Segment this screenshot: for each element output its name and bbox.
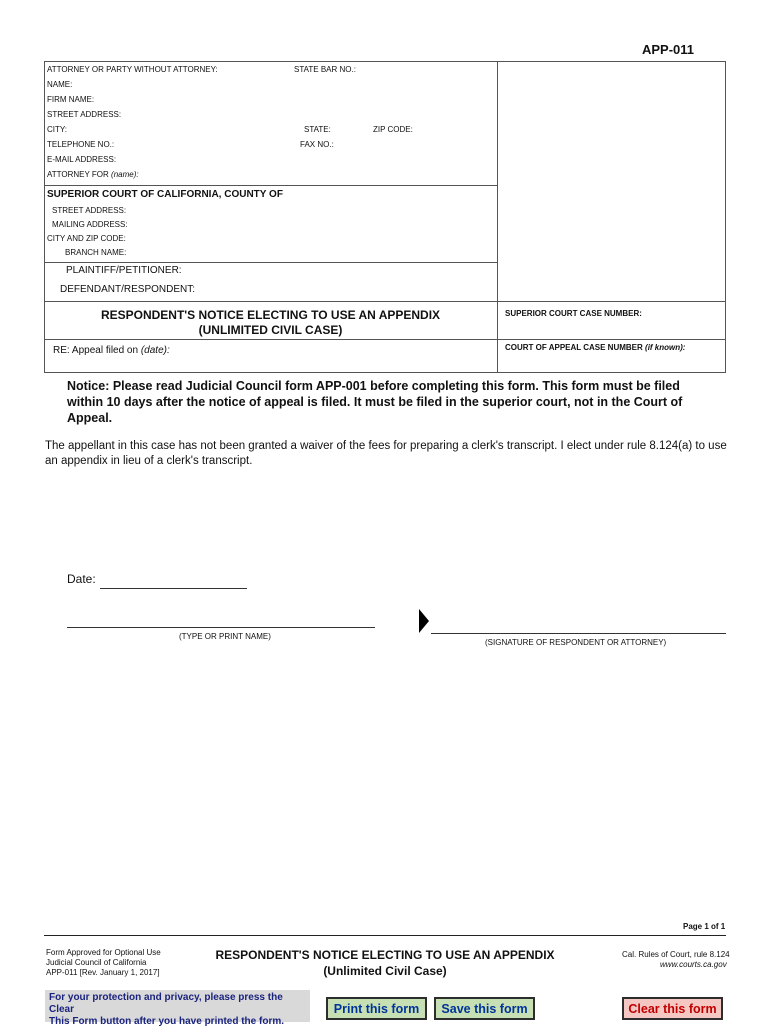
rules-reference: Cal. Rules of Court, rule 8.124 <box>622 950 730 959</box>
plaintiff-label: PLAINTIFF/PETITIONER: <box>66 265 182 276</box>
city-label: CITY: <box>47 125 68 134</box>
court-mailing-label: MAILING ADDRESS: <box>52 220 128 229</box>
privacy-line2: This Form button after you have printed the form. <box>49 1016 285 1027</box>
zip-label: ZIP CODE: <box>373 125 413 134</box>
defendant-label: DEFENDANT/RESPONDENT: <box>60 284 196 295</box>
re-appeal-label <box>53 345 170 356</box>
email-label: E-MAIL ADDRESS: <box>47 155 117 164</box>
notice-text: Notice: Please read Judicial Council form APP-001 before completing this form. This form must be filed within 10 days after the notice of appeal is filed. It must be filed in the superior court, not in the Court of Appeal. <box>67 379 683 425</box>
form-revision: APP-011 [Rev. January 1, 2017] <box>46 968 160 977</box>
save-button[interactable]: Save this form <box>434 997 535 1020</box>
appeal-case-label <box>505 343 685 352</box>
name-label: NAME: <box>47 80 73 89</box>
re-appeal-date-hint: (date): <box>140 345 170 356</box>
type-name-label: (TYPE OR PRINT NAME) <box>179 632 271 641</box>
privacy-note <box>45 990 310 1027</box>
judicial-council: Judicial Council of California <box>46 958 147 967</box>
footer-title-line2: (Unlimited Civil Case) <box>323 964 447 978</box>
state-label: STATE: <box>304 125 331 134</box>
courts-website: www.courts.ca.gov <box>660 960 727 969</box>
type-name-field[interactable] <box>67 627 375 628</box>
court-city-zip-label: CITY AND ZIP CODE: <box>47 234 126 243</box>
street-label: STREET ADDRESS: <box>47 110 122 119</box>
state-bar-label: STATE BAR NO.: <box>294 65 356 74</box>
election-statement: The appellant in this case has not been granted a waiver of the fees for preparing a clerk's transcript. I elect under rule 8.124(a) to use an appendix in lieu of a clerk's transcript. <box>45 440 727 467</box>
clear-button[interactable]: Clear this form <box>622 997 723 1020</box>
firm-label: FIRM NAME: <box>47 95 95 104</box>
form-id: APP-011 <box>642 42 695 57</box>
court-branch-label: BRANCH NAME: <box>65 248 127 257</box>
case-title-line1: RESPONDENT'S NOTICE ELECTING TO USE AN APPENDIX <box>100 308 441 322</box>
attorney-for-label <box>47 170 139 179</box>
signature-field[interactable] <box>431 633 726 634</box>
court-title: SUPERIOR COURT OF CALIFORNIA, COUNTY OF <box>47 189 283 200</box>
appeal-case-note: (if known): <box>645 343 686 352</box>
page-number: Page 1 of 1 <box>683 922 726 931</box>
telephone-label: TELEPHONE NO.: <box>47 140 115 149</box>
signature-arrow-icon <box>419 609 429 638</box>
privacy-line1: For your protection and privacy, please press the Clear <box>49 992 283 1015</box>
attorney-for-name-hint: (name): <box>111 170 139 179</box>
superior-case-label: SUPERIOR COURT CASE NUMBER: <box>505 309 642 318</box>
date-field[interactable] <box>100 588 247 589</box>
fax-label: FAX NO.: <box>300 140 334 149</box>
signature-label: (SIGNATURE OF RESPONDENT OR ATTORNEY) <box>485 638 667 647</box>
attorney-for-text: ATTORNEY FOR <box>47 170 109 179</box>
case-title-line2: (UNLIMITED CIVIL CASE) <box>198 323 343 337</box>
date-label: Date: <box>67 572 96 586</box>
print-button[interactable]: Print this form <box>326 997 427 1020</box>
form-approved: Form Approved for Optional Use <box>46 948 161 957</box>
re-appeal-text: RE: Appeal filed on <box>53 345 139 356</box>
attorney-label: ATTORNEY OR PARTY WITHOUT ATTORNEY: <box>47 65 218 74</box>
court-street-label: STREET ADDRESS: <box>52 206 127 215</box>
appeal-case-text: COURT OF APPEAL CASE NUMBER <box>505 343 643 352</box>
footer-title-line1: RESPONDENT'S NOTICE ELECTING TO USE AN APPENDIX <box>215 948 555 962</box>
